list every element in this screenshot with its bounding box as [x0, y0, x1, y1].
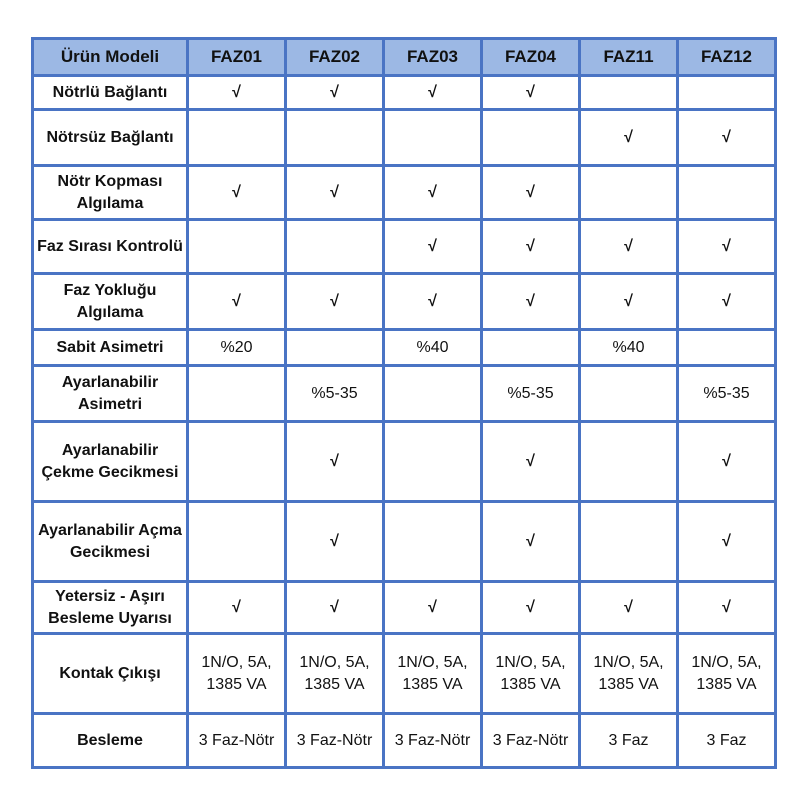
table-cell: %5-35 [286, 366, 384, 422]
table-cell: √ [678, 502, 776, 582]
table-cell [482, 330, 580, 366]
product-comparison-table [31, 37, 777, 769]
table-cell [188, 502, 286, 582]
table-row [33, 714, 776, 768]
table-cell [384, 366, 482, 422]
table-cell: %40 [384, 330, 482, 366]
table-cell: 3 Faz [580, 714, 678, 768]
table-cell [482, 110, 580, 166]
table-cell: 3 Faz-Nötr [286, 714, 384, 768]
table-cell: √ [482, 422, 580, 502]
table-cell: 3 Faz-Nötr [384, 714, 482, 768]
table-row [33, 76, 776, 110]
table-cell: √ [384, 582, 482, 634]
table-row [33, 110, 776, 166]
table-cell: %5-35 [678, 366, 776, 422]
table-cell: √ [678, 582, 776, 634]
row-label: Besleme [33, 714, 188, 768]
table-cell [580, 366, 678, 422]
table-cell: %20 [188, 330, 286, 366]
table-cell: √ [286, 502, 384, 582]
table-cell [286, 330, 384, 366]
table-cell [188, 220, 286, 274]
header-faz11: FAZ11 [580, 39, 678, 76]
header-faz03: FAZ03 [384, 39, 482, 76]
table-cell: %40 [580, 330, 678, 366]
row-label: Yetersiz - Aşırı Besleme Uyarısı [33, 582, 188, 634]
table-cell [188, 110, 286, 166]
table-cell: √ [580, 110, 678, 166]
table-cell: √ [482, 76, 580, 110]
table-cell: 1N/O, 5A, 1385 VA [678, 634, 776, 714]
table-cell: √ [188, 274, 286, 330]
table-cell: √ [482, 274, 580, 330]
table-cell [286, 110, 384, 166]
table-cell [384, 110, 482, 166]
table-cell: √ [580, 274, 678, 330]
table-cell: √ [188, 582, 286, 634]
row-label: Nötr Kopması Algılama [33, 166, 188, 220]
table-row [33, 582, 776, 634]
table-row [33, 422, 776, 502]
table-cell: √ [286, 582, 384, 634]
row-label: Ayarlanabilir Asimetri [33, 366, 188, 422]
table-cell [286, 220, 384, 274]
header-row [33, 39, 776, 76]
header-faz04: FAZ04 [482, 39, 580, 76]
table-row [33, 220, 776, 274]
table-cell: 3 Faz-Nötr [482, 714, 580, 768]
table-cell [188, 366, 286, 422]
table-cell: √ [482, 582, 580, 634]
header-faz01: FAZ01 [188, 39, 286, 76]
table-cell [580, 502, 678, 582]
table-cell [188, 422, 286, 502]
table-cell: 1N/O, 5A, 1385 VA [482, 634, 580, 714]
table-cell: 1N/O, 5A, 1385 VA [384, 634, 482, 714]
header-faz12: FAZ12 [678, 39, 776, 76]
row-label: Nötrlü Bağlantı [33, 76, 188, 110]
table-cell: √ [580, 220, 678, 274]
row-label: Faz Yokluğu Algılama [33, 274, 188, 330]
row-label: Faz Sırası Kontrolü [33, 220, 188, 274]
table-cell: 3 Faz [678, 714, 776, 768]
table-cell: √ [286, 166, 384, 220]
table-row [33, 502, 776, 582]
table-row [33, 366, 776, 422]
table-cell: 1N/O, 5A, 1385 VA [286, 634, 384, 714]
header-product-model: Ürün Modeli [33, 39, 188, 76]
header-faz02: FAZ02 [286, 39, 384, 76]
table-cell: √ [482, 220, 580, 274]
row-label: Kontak Çıkışı [33, 634, 188, 714]
table-cell: √ [678, 274, 776, 330]
table-cell [678, 166, 776, 220]
table-cell: √ [188, 76, 286, 110]
table-cell: √ [286, 274, 384, 330]
row-label: Nötrsüz Bağlantı [33, 110, 188, 166]
table-cell: √ [678, 220, 776, 274]
table-row [33, 634, 776, 714]
table-cell [580, 422, 678, 502]
table-cell: 1N/O, 5A, 1385 VA [580, 634, 678, 714]
table-cell: √ [384, 274, 482, 330]
table-cell [580, 166, 678, 220]
table-row [33, 274, 776, 330]
table-cell: √ [482, 166, 580, 220]
table-cell [384, 502, 482, 582]
table-cell: %5-35 [482, 366, 580, 422]
table-row [33, 166, 776, 220]
table-cell: √ [482, 502, 580, 582]
table-cell: √ [580, 582, 678, 634]
table-cell [580, 76, 678, 110]
table-cell: √ [286, 422, 384, 502]
table-cell: √ [678, 110, 776, 166]
table-cell [678, 330, 776, 366]
table-cell [678, 76, 776, 110]
table-cell: √ [384, 220, 482, 274]
table-cell: 3 Faz-Nötr [188, 714, 286, 768]
table-cell: √ [384, 166, 482, 220]
table-row [33, 330, 776, 366]
table-cell: √ [286, 76, 384, 110]
row-label: Sabit Asimetri [33, 330, 188, 366]
row-label: Ayarlanabilir Çekme Gecikmesi [33, 422, 188, 502]
row-label: Ayarlanabilir Açma Gecikmesi [33, 502, 188, 582]
table-cell: √ [384, 76, 482, 110]
table-cell [384, 422, 482, 502]
table-cell: 1N/O, 5A, 1385 VA [188, 634, 286, 714]
table-cell: √ [188, 166, 286, 220]
table-cell: √ [678, 422, 776, 502]
